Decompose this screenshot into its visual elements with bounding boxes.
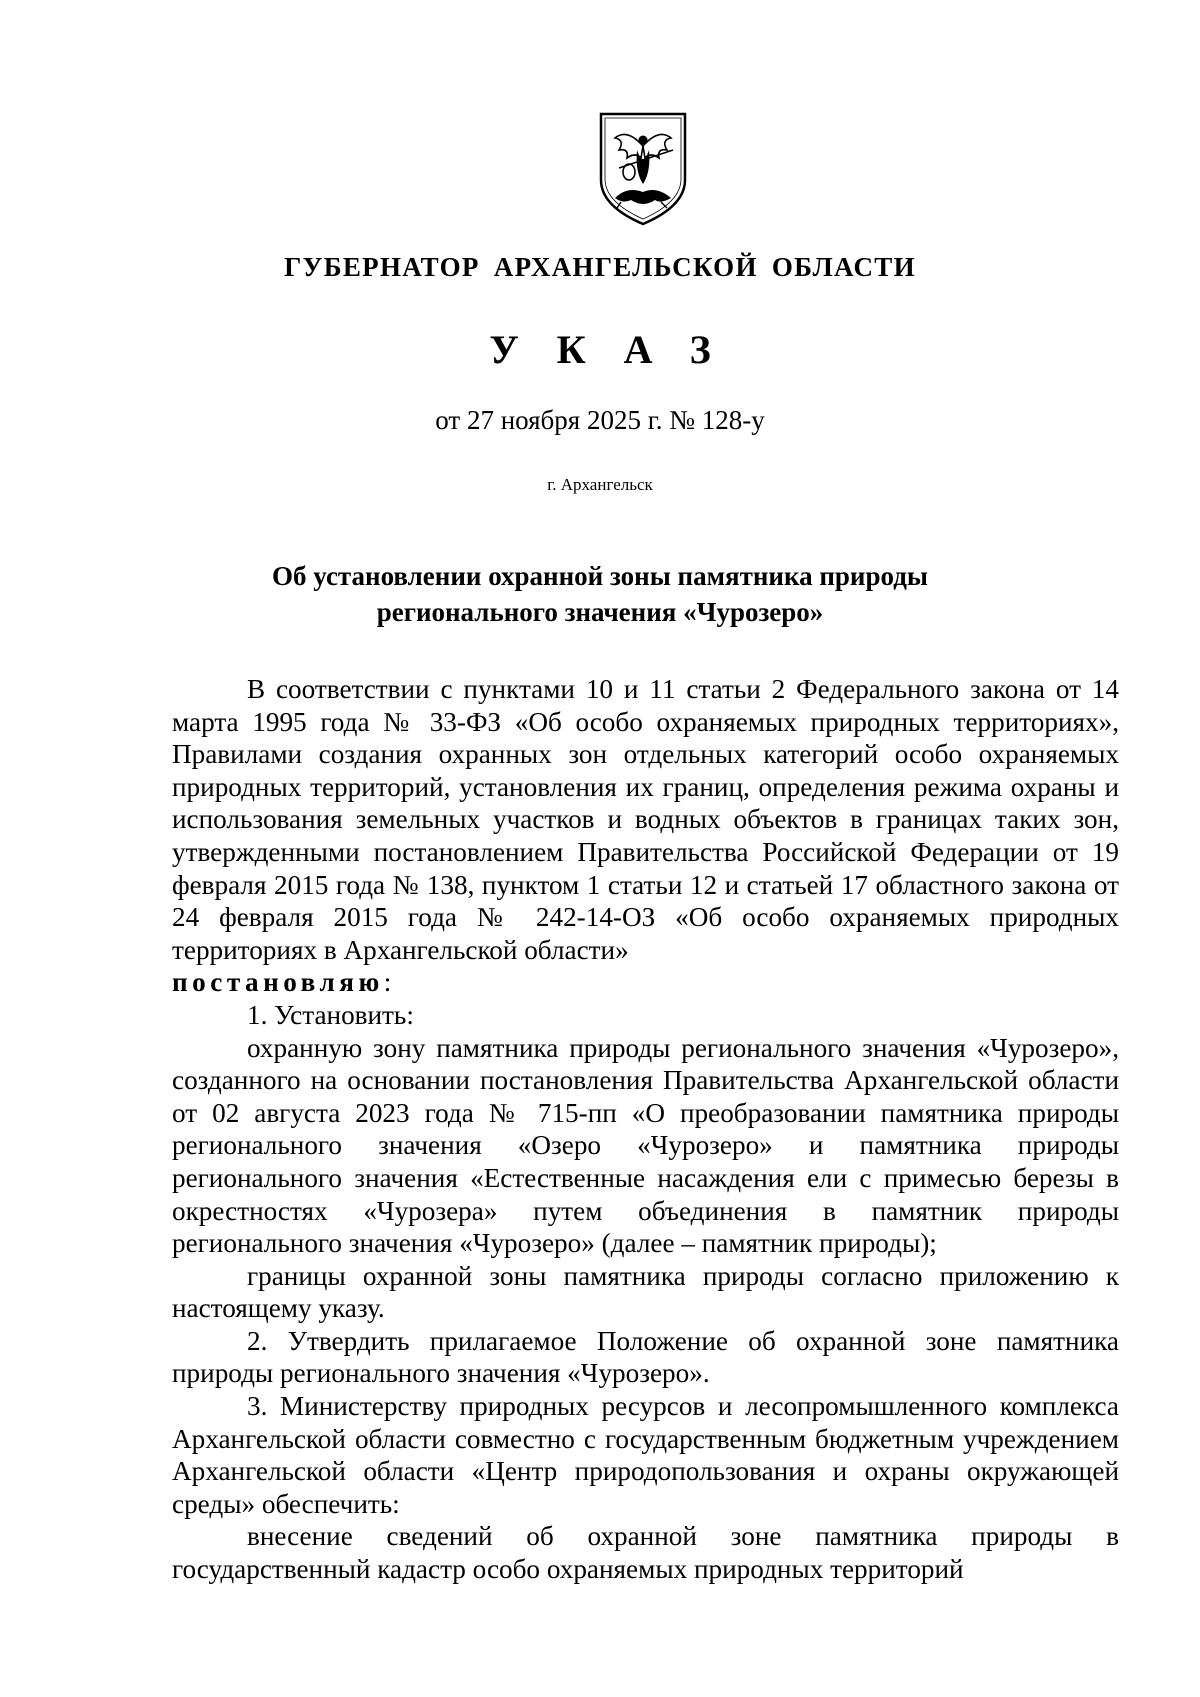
decree-colon: : <box>383 967 392 998</box>
title-line-2: регионального значения «Чурозеро» <box>376 597 824 627</box>
coat-of-arms-icon <box>597 110 689 228</box>
item-1-subitem-b: границы охранной зоны памятника природы согласно приложению к настоящему указу. <box>172 1260 1119 1324</box>
document-city: г. Архангельск <box>547 475 653 494</box>
item-1-heading: 1. Установить: <box>247 999 414 1030</box>
title-line-1: Об установлении охранной зоны памятника природы <box>272 561 928 591</box>
item-1-subitem-a: охранную зону памятника природы регионального значения «Чурозеро», созданного на основании постановления Правительства Архангельской области от 02 августа 2023 года № 715-пп «О преобразовании памятника природы регионального значения «Озеро «Чурозеро» и памятника природы регионального значения «Естественные насаждения ели с примесью березы в окрестностях «Чурозера» путем объединения в памятник природы регионального значения «Чурозеро» (далее – памятник природы); <box>172 1032 1119 1259</box>
document-date-number: от 27 ноября 2025 г. № 128-у <box>435 405 765 435</box>
decree-word: постановляю <box>172 967 384 998</box>
issuing-authority: ГУБЕРНАТОР АРХАНГЕЛЬСКОЙ ОБЛАСТИ <box>284 252 916 282</box>
document-body <box>172 673 1119 1586</box>
document-type: УКАЗ <box>489 327 749 372</box>
decree-line <box>172 966 1119 999</box>
item-3-subitem-a: внесение сведений об охранной зоне памятника природы в государственный кадастр особо охраняемых природных территорий <box>172 1521 1119 1585</box>
document-title <box>0 558 1200 630</box>
item-2-paragraph: 2. Утвердить прилагаемое Положение об охранной зоне памятника природы регионального значения «Чурозеро». <box>172 1325 1119 1389</box>
preamble-paragraph: В соответствии с пунктами 10 и 11 статьи 2 Федерального закона от 14 марта 1995 года № 33-ФЗ «Об особо охраняемых природных территориях», Правилами создания охранных зон отдельных категорий особо охраняемых природных территорий, установления их границ, определения режима охраны и использования земельных участков и водных объектов в границах таких зон, утвержденными постановлением Правительства Российской Федерации от 19 февраля 2015 года № 138, пунктом 1 статьи 12 и статьей 17 областного закона от 24 февраля 2015 года № 242-14-ОЗ «Об особо охраняемых природных территориях в Архангельской области» <box>172 674 1119 965</box>
item-3-paragraph: 3. Министерству природных ресурсов и лесопромышленного комплекса Архангельской области совместно с государственным бюджетным учреждением Архангельской области «Центр природопользования и охраны окружающей среды» обеспечить: <box>172 1391 1119 1519</box>
